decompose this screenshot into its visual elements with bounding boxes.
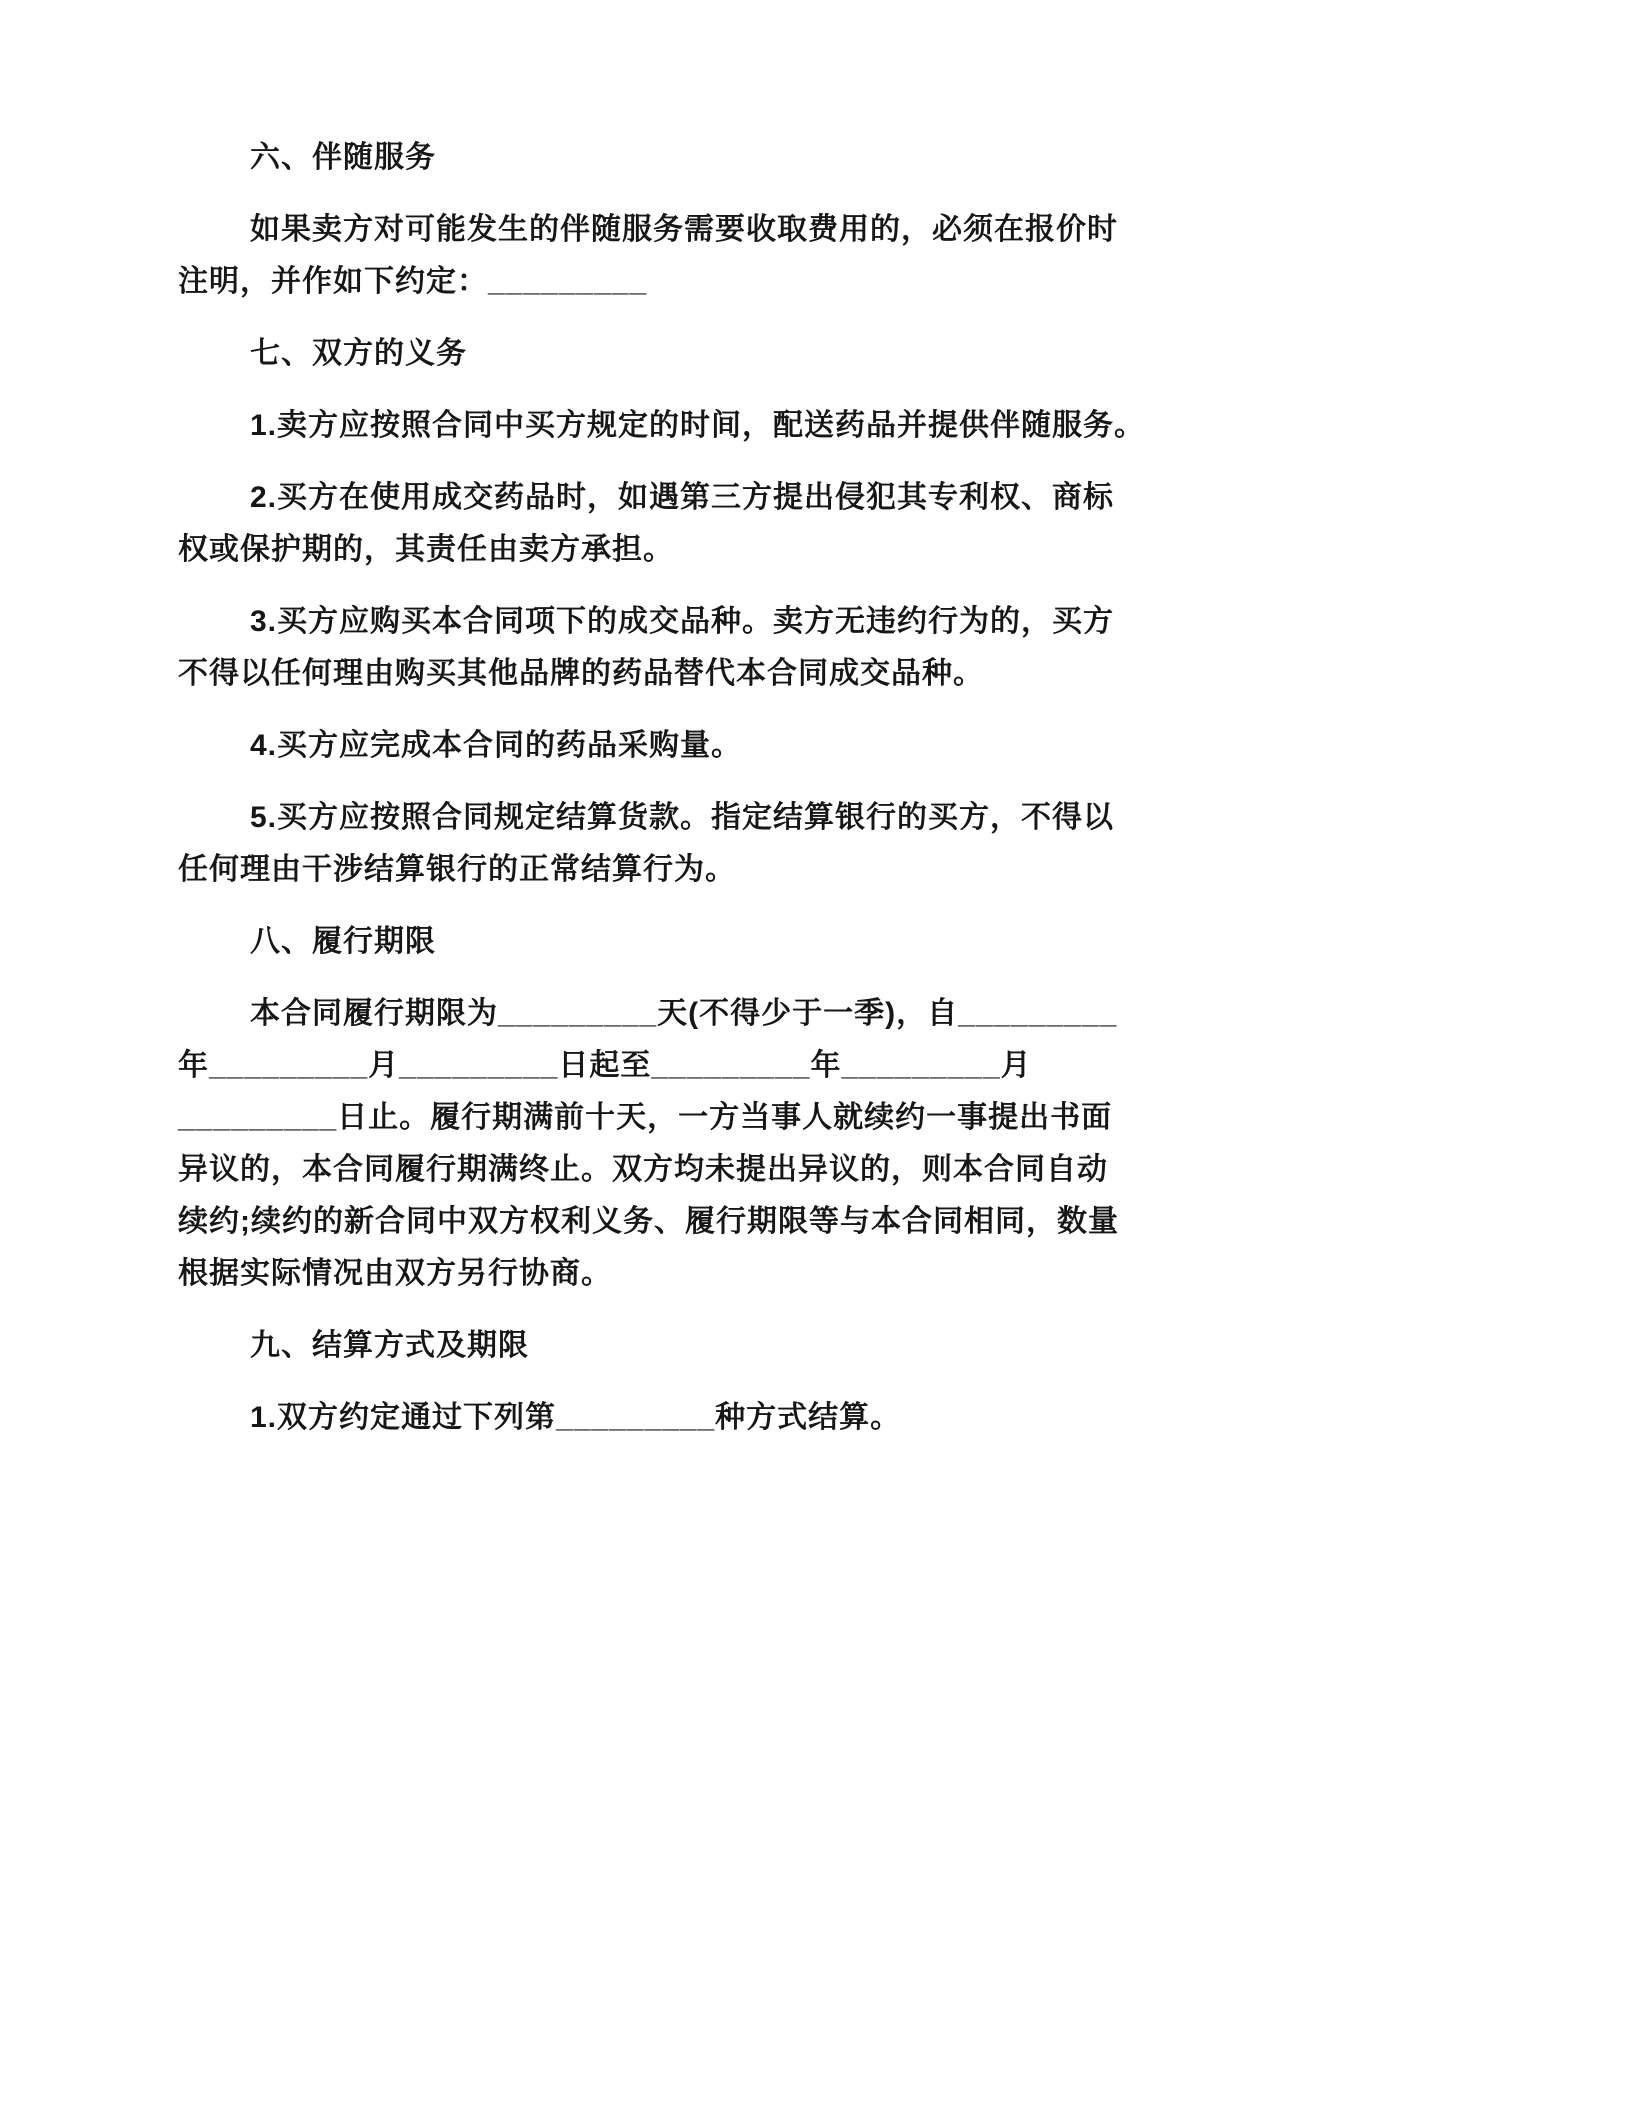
paragraph-line: 本合同履行期限为_________天(不得少于一季)，自_________ bbox=[250, 997, 1118, 1030]
paragraph-line: 注明，并作如下约定：_________ bbox=[178, 265, 648, 298]
paragraph-line: 异议的，本合同履行期满终止。双方均未提出异议的，则本合同自动 bbox=[178, 1153, 1108, 1186]
paragraph-obligation-5 bbox=[178, 792, 1478, 896]
paragraph-line: _________日止。履行期满前十天，一方当事人就续约一事提出书面 bbox=[178, 1101, 1113, 1134]
heading-line: 八、履行期限 bbox=[250, 925, 436, 958]
paragraph-line: 任何理由干涉结算银行的正常结算行为。 bbox=[178, 853, 736, 886]
paragraph-line: 5.买方应按照合同规定结算货款。指定结算银行的买方，不得以 bbox=[250, 801, 1115, 834]
contract-body-text bbox=[178, 132, 1478, 1464]
paragraph-line: 年_________月_________日起至_________年_________月 bbox=[178, 1049, 1032, 1082]
paragraph-line: 续约;续约的新合同中双方权利义务、履行期限等与本合同相同，数量 bbox=[178, 1205, 1119, 1238]
section-heading-companion-services bbox=[178, 132, 1478, 184]
section-heading-settlement bbox=[178, 1320, 1478, 1372]
section-heading-performance-period bbox=[178, 916, 1478, 968]
paragraph-obligation-3 bbox=[178, 596, 1478, 700]
paragraph-line: 权或保护期的，其责任由卖方承担。 bbox=[178, 533, 674, 566]
section-heading-obligations bbox=[178, 328, 1478, 380]
paragraph-line: 根据实际情况由双方另行协商。 bbox=[178, 1257, 612, 1290]
paragraph-line: 4.买方应完成本合同的药品采购量。 bbox=[250, 729, 743, 762]
paragraph-line: 不得以任何理由购买其他品牌的药品替代本合同成交品种。 bbox=[178, 657, 984, 690]
paragraph-line: 3.买方应购买本合同项下的成交品种。卖方无违约行为的，买方 bbox=[250, 605, 1115, 638]
heading-line: 九、结算方式及期限 bbox=[250, 1329, 529, 1362]
paragraph-performance-period bbox=[178, 988, 1478, 1300]
paragraph-line: 1.双方约定通过下列第_________种方式结算。 bbox=[250, 1401, 902, 1434]
paragraph-line: 如果卖方对可能发生的伴随服务需要收取费用的，必须在报价时 bbox=[250, 213, 1118, 246]
heading-line: 七、双方的义务 bbox=[250, 337, 467, 370]
paragraph-obligation-1 bbox=[178, 400, 1478, 452]
paragraph-settlement-1 bbox=[178, 1392, 1478, 1444]
heading-line: 六、伴随服务 bbox=[250, 141, 436, 174]
paragraph-obligation-4 bbox=[178, 720, 1478, 772]
paragraph-line: 1.卖方应按照合同中买方规定的时间，配送药品并提供伴随服务。 bbox=[250, 409, 1146, 442]
paragraph-line: 2.买方在使用成交药品时，如遇第三方提出侵犯其专利权、商标 bbox=[250, 481, 1115, 514]
paragraph-obligation-2 bbox=[178, 472, 1478, 576]
paragraph-companion-services bbox=[178, 204, 1478, 308]
